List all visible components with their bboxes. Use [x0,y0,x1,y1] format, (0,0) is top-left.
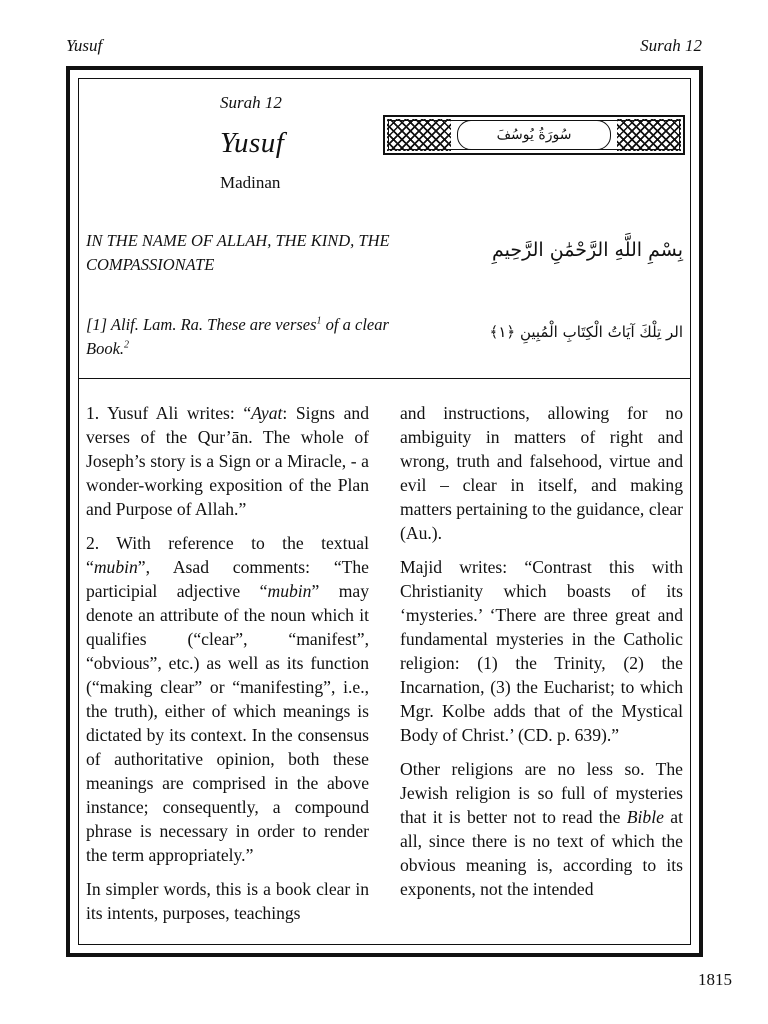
ornament-arabic-title: سُورَةُ يُوسُفَ [457,120,611,150]
text-run: Other religions are no less so. The Jewish religion is so full of mysteries that it is better not to read the [400,759,683,827]
surah-header [79,79,690,379]
surah-title: Yusuf [220,127,285,159]
basmala-arabic: بِسْمِ اللَّهِ الرَّحْمَٰنِ الرَّحِيمِ [492,239,683,261]
verse-text-a: [1] Alif. Lam. Ra. These are verses [86,315,317,334]
verse-text-b: of a clear Book. [86,315,389,358]
surah-type: Madinan [220,173,281,192]
commentary-left-column [86,401,369,935]
ornament-pattern-right [617,119,681,151]
emphasis: Bible [626,807,664,827]
surah-ornament-banner [383,115,685,155]
basmala-english: IN THE NAME OF ALLAH, THE KIND, THE COMPASSIONATE [86,231,390,274]
ornament-pattern-left [387,119,451,151]
footnote-2-paragraph [86,531,369,867]
commentary-paragraph: In simpler words, this is a book clear in its intents, purposes, teachings [86,879,369,923]
page-frame-inner [78,78,691,945]
emphasis: mubin [93,557,138,577]
running-head-left: Yusuf [66,36,103,55]
text-run: ” may denote an attribute of the noun which it qualifies (“clear”, “manifest”, “obvious”, etc.) as well as its function (“making clear” or “manifesting”, i.e., the truth), either of which meanings is dictated by its context. In the consensus of authoritative opinion, both these meanings are comprised in the above instance; consequently, a compound phrase is necessary in order to render the term appropriately.” [86,581,369,865]
commentary-columns [86,401,683,935]
emphasis: mubin [267,581,312,601]
footnote-1-paragraph [86,401,369,521]
verse-1-arabic: الر تِلْكَ آيَاتُ الْكِتَابِ الْمُبِينِ ﴿١﴾ [489,323,683,341]
page-number: 1815 [698,970,732,989]
text-run: ”, Asad comments: “The participial adjective “ [86,557,369,601]
footnote-ref-1: 1 [316,315,322,327]
text-run: at all, since there is no text of which the obvious meaning is, according to its exponents, not the intended [400,807,683,899]
commentary-paragraph [400,757,683,901]
verse-1-english [86,313,436,361]
page-frame [66,66,703,957]
commentary-paragraph: and instructions, allowing for no ambiguity in matters of right and wrong, truth and falsehood, virtue and evil – clear in itself, and making matters pertaining to the guidance, clear (Au.). [400,403,683,543]
commentary-right-column [400,401,683,935]
footnote-ref-2: 2 [124,339,130,351]
text-run: 1. Yusuf Ali writes: “ [86,403,252,423]
text-run: : Signs and verses of the Qur’ān. The whole of Joseph’s story is a Sign or a Miracle, - a wonder-working exposition of the Plan and Purpose of Allah.” [86,403,369,519]
commentary-paragraph: Majid writes: “Contrast this with Christianity which boasts of its ‘mysteries.’ ‘There are three great and fundamental mysteries in the Catholic religion: (1) the Trinity, (2) the Incarnation, (3) the Eucharist; to which Mgr. Kolbe adds that of the Mystical Body of Christ.’ (CD. p. 639).” [400,557,683,745]
emphasis: Ayat [251,403,283,423]
text-run: 2. With reference to the textual “ [86,533,369,577]
surah-number: Surah 12 [220,93,282,112]
running-head-right: Surah 12 [640,36,702,55]
